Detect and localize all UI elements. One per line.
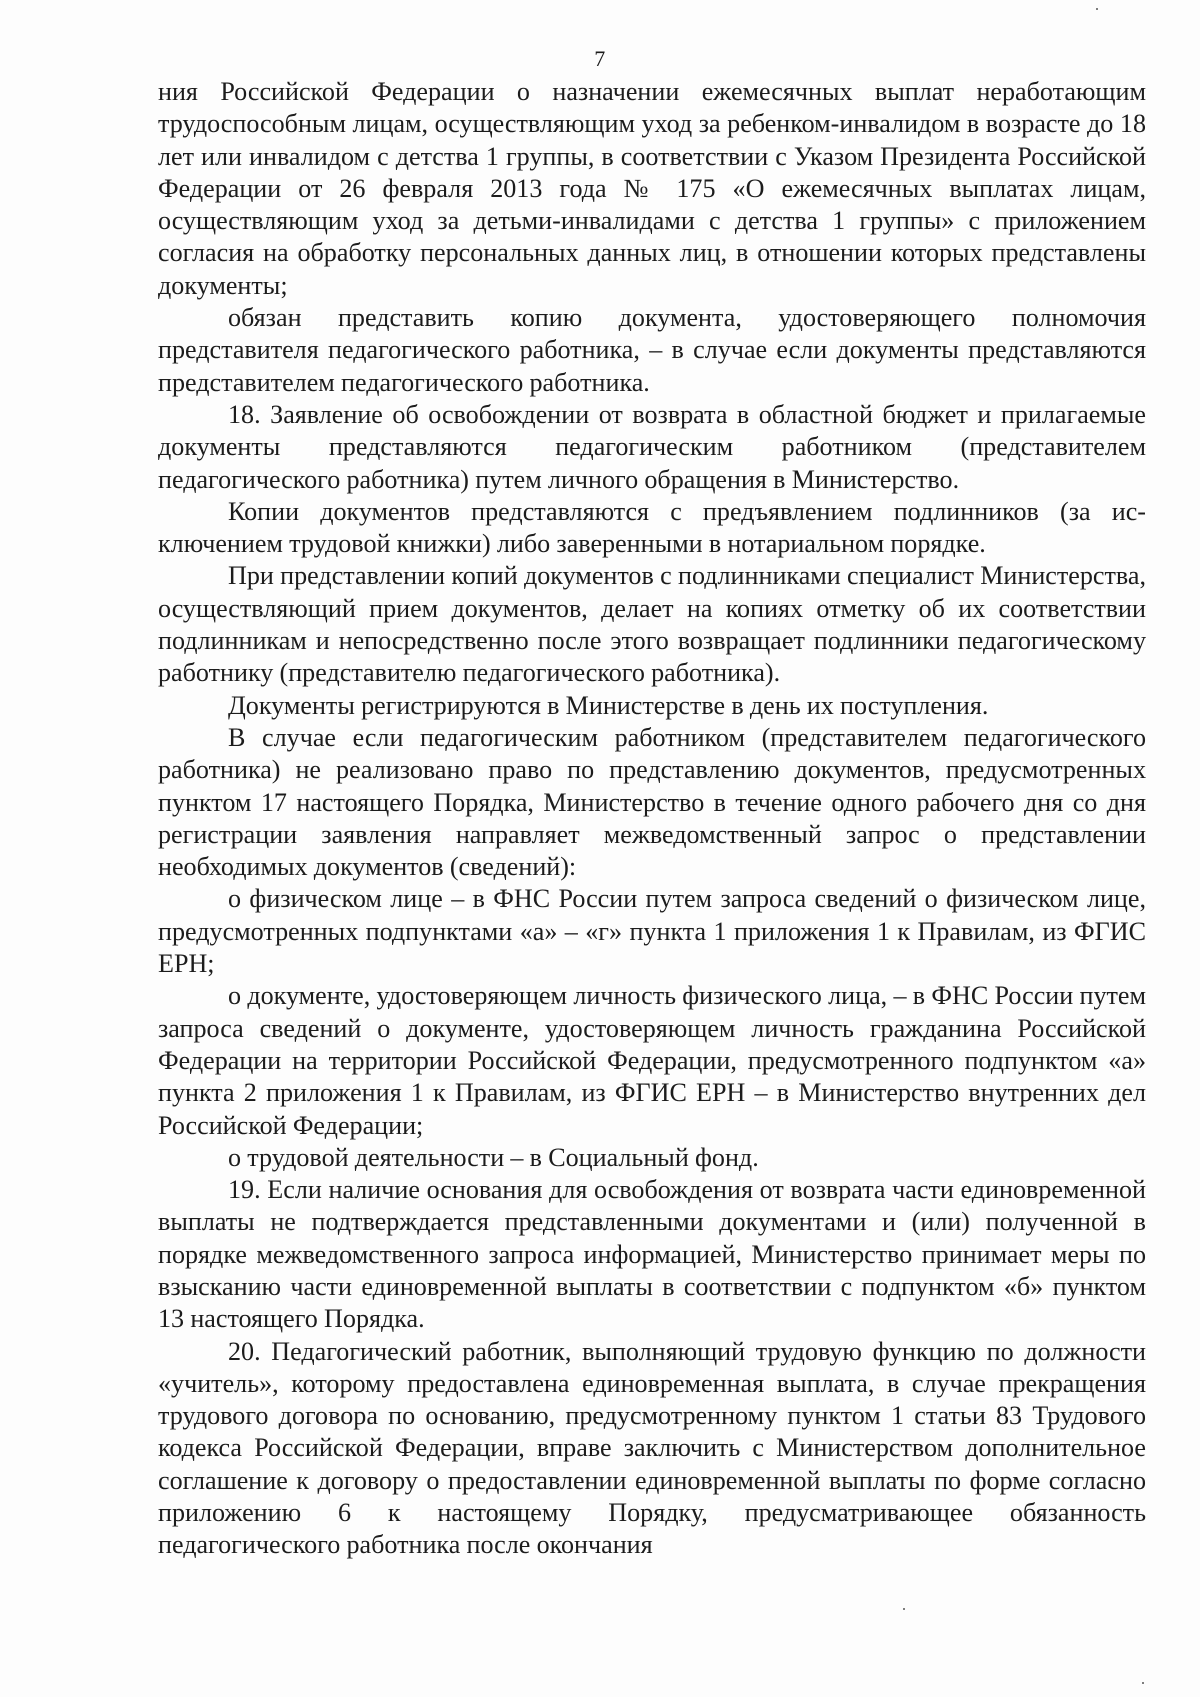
paragraph-item-18: 18. Заявление об освобождении от возврата в областной бюджет и прилагаемые документы представляются педагогическим работником (представителем педагогического работника) путем личного обращения в Министерство. [158,399,1146,494]
paragraph-interagency-request: В случае если педагогическим работником (представителем педагогического работника) не реализовано право по представлению документов, предусмотренных пунктом 17 настоящего Порядка, Министерство в течение одного рабочего дня со дня регистрации заявления направляет межведомственный запрос о представлении необходимых документов (сведений): [158,722,1146,882]
paragraph-item-19: 19. Если наличие основания для освобождения от возврата части единовременной выплаты не подтверждается представленными документами и (или) полученной в порядке межведомственного запроса информацией, Министерство принимает меры по взысканию части единовременной выплаты в соответствии с подпунктом «б» пунктом 13 настоящего Порядка. [158,1175,1146,1334]
scan-speck [1142,1682,1144,1684]
paragraph-identity-document: о документе, удостоверяющем личность физического лица, – в ФНС России путем запроса сведений о документе, удостоверяющем личность гражданина Российской Федерации на территории Российской Федерации, предусмотренного подпунктом «а» пункта 2 приложения 1 к Правилам, из ФГИС ЕРН – в Министерство внутренних дел Российской Федерации; [158,981,1146,1140]
paragraph-continued: ния Российской Федерации о назначении ежемесячных выплат неработающим трудоспособным лицам, осуществляющим уход за ребенком-инвалидом в возрасте до 18 лет или инвалидом с детства 1 группы, в соответствии с Указом Президента Российской Федерации от 26 февраля 2013 года № 175 «О ежемесячных выплатах лицам, осуществляющим уход за детьми-инвалидами с детства 1 группы» с приложением согласия на обработку персональных данных лиц, в отношении которых представлены документы; [158,77,1146,300]
paragraph-copies: Копии документов представляются с предъявлением подлинников (за исключением трудовой книжки) либо заверенными в нотариальном порядке. [158,496,1146,559]
paragraph-originals: При представлении копий документов с подлинниками специалист Министерства, осуществляющий прием документов, делает на копиях отметку об их соответствии подлинникам и непосредственно после этого возвращает подлинники педагогическому работнику (представителю педагогического работника). [158,561,1146,688]
document-body [158,76,1146,1562]
paragraph-representative-obligation: обязан представить копию документа, удостоверяющего полномочия представителя педагогического работника, – в случае если документы представляются представителем педагогического работника. [158,303,1146,397]
page-number: 7 [594,46,606,71]
paragraph-labor-activity: о трудовой деятельности – в Социальный фонд. [228,1142,759,1172]
scan-speck [903,1608,905,1610]
paragraph-physical-person: о физическом лице – в ФНС России путем запроса сведений о физическом лице, предусмотренных подпунктами «а» – «г» пункта 1 приложения 1 к Правилам, из ФГИС ЕРН; [158,884,1146,979]
scan-speck [1096,8,1098,10]
paragraph-item-20: 20. Педагогический работник, выполняющий трудовую функцию по должности «учитель», которому предоставлена единовременная выплата, в случае прекращения трудового договора по основанию, предусмотренному пунктом 1 статьи 83 Трудового кодекса Российской Федерации, вправе заключить с Министерством дополнительное соглашение к договору о предоставлении единовременной выплаты по форме согласно приложению 6 к настоящему Порядку, предусматривающее обязанность педагогического работника после окончания [158,1336,1146,1560]
paragraph-registration: Документы регистрируются в Министерстве в день их поступления. [228,690,989,720]
